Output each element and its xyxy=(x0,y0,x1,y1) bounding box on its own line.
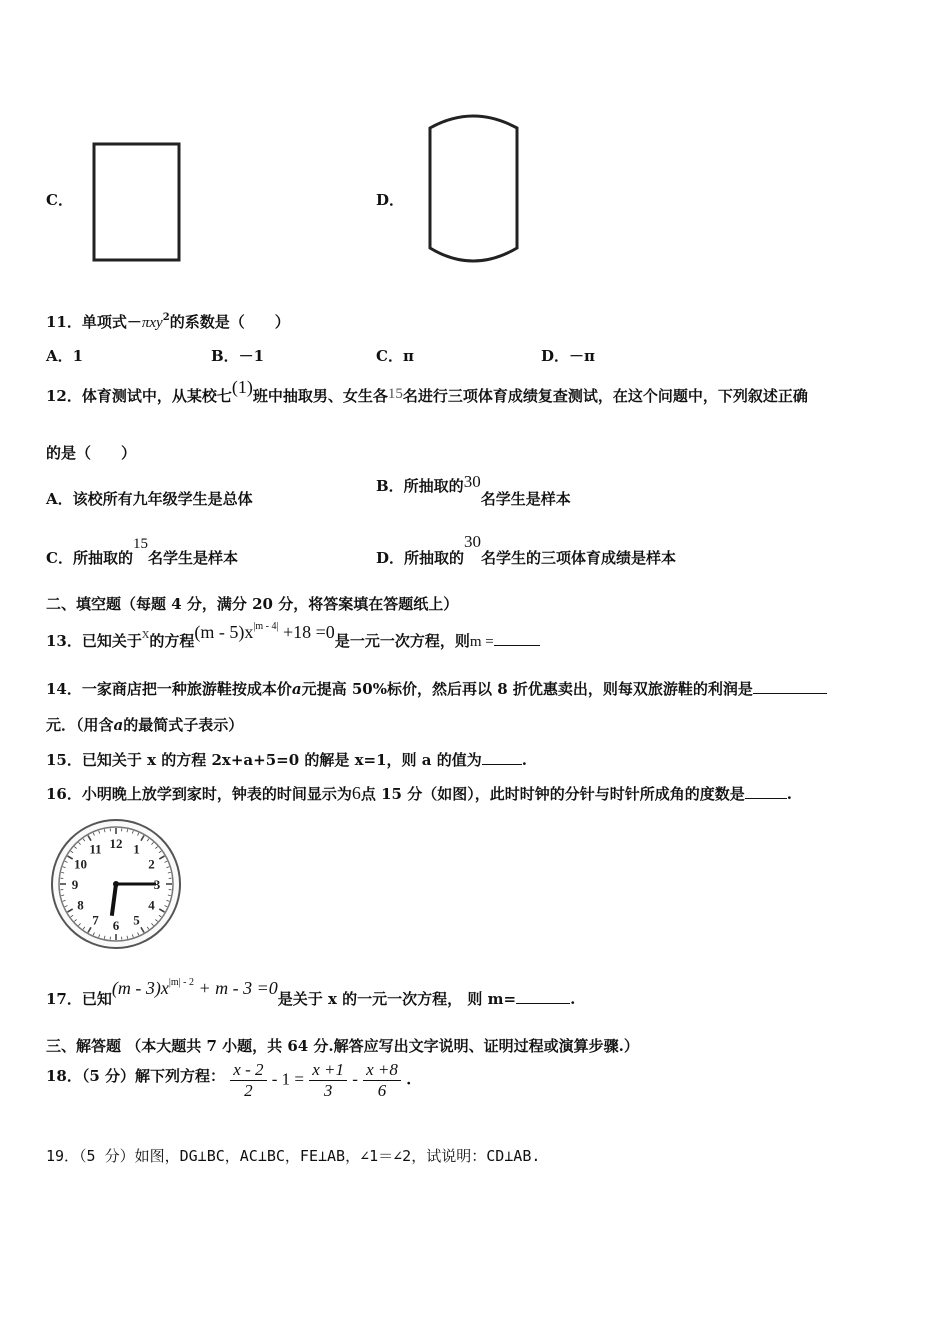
q11-option-d: D．－π xyxy=(541,347,595,365)
clock-center-pin xyxy=(113,881,119,887)
clock-figure xyxy=(46,815,186,953)
q18-fraction-3: $\frac{x +8}{6}$ xyxy=(363,1060,401,1101)
q19-stem: 19．（5 分）如图，DG⊥BC，AC⊥BC，FE⊥AB，∠1＝∠2，试说明：CD⊥AB. xyxy=(46,1147,541,1165)
q12-option-b: B．所抽取的30名学生是样本 xyxy=(376,472,571,508)
clock-number: 12 xyxy=(109,836,123,851)
rectangle-figure xyxy=(88,138,186,268)
q12-option-c: C．所抽取的15名学生是样本 xyxy=(46,536,238,567)
q14-stem-line1: 14．一家商店把一种旅游鞋按成本价a元提高 50%标价，然后再以 8 折优惠卖出，则每双旅游鞋的利润是 xyxy=(46,678,827,699)
q11-option-a: A．1 xyxy=(46,347,84,365)
q14-answer-blank[interactable] xyxy=(753,679,827,694)
q18-fraction-1: $\frac{x - 2}{2}$ xyxy=(230,1060,266,1101)
clock-number: 7 xyxy=(92,912,99,928)
q13-stem: 13．已知关于x的方程$(m - 5)x^{|m - 4|} +18 =0$是一元一次方程，则m = xyxy=(46,622,540,643)
q16-answer-blank[interactable] xyxy=(745,784,787,799)
q12-option-d: D．所抽取的30名学生的三项体育成绩是样本 xyxy=(376,532,677,567)
clock-number: 4 xyxy=(148,897,155,913)
clock-number: 6 xyxy=(112,918,120,933)
q12-stem-line1: 12．体育测试中，从某校七(1)班中抽取男、女生各15名进行三项体育成绩复查测试，在这个问题中，下列叙述正确 xyxy=(46,377,808,405)
q16-stem: 16．小明晚上放学到家时，钟表的时间显示为6点 15 分（如图），此时时钟的分针与时针所成角的度数是 . xyxy=(46,783,792,803)
clock-number: 5 xyxy=(133,912,140,928)
clock-number: 2 xyxy=(148,856,155,872)
q12-option-a: A．该校所有九年级学生是总体 xyxy=(46,490,253,508)
q17-answer-blank[interactable] xyxy=(516,989,570,1004)
q11-option-c: C．π xyxy=(376,347,414,365)
q15-answer-blank[interactable] xyxy=(482,750,522,765)
q18-stem: 18．（5 分）解下列方程： $\frac{x - 2}{2}$ - 1 = $\frac{x +1}{3}$ - $\frac{x +8}{6}$ . xyxy=(46,1060,412,1100)
clock-number: 8 xyxy=(77,897,84,913)
clock-number: 11 xyxy=(89,841,102,857)
clock-number: 9 xyxy=(71,877,79,892)
q14-stem-line2: 元．（用含a的最简式子表示） xyxy=(46,716,244,734)
section-3-heading: 三、解答题 （本大题共 7 小题，共 64 分.解答应写出文字说明、证明过程或演算步骤.） xyxy=(46,1037,639,1055)
clock-number: 1 xyxy=(133,841,140,857)
q13-answer-blank[interactable] xyxy=(494,631,540,646)
option-c-label: C． xyxy=(46,191,73,209)
option-d-label: D． xyxy=(376,191,405,209)
q17-stem: 17．已知$(m - 3)x^{|m| - 2} + m - 3 =0$是关于 x 的一元一次方程， 则 m= . xyxy=(46,977,576,1008)
clock-number: 3 xyxy=(153,877,161,892)
section-2-heading: 二、填空题（每题 4 分，满分 20 分，将答案填在答题纸上） xyxy=(46,595,459,613)
q11-stem: 11．单项式－πxy$^2$的系数是（ ） xyxy=(46,312,290,331)
barrel-figure xyxy=(420,108,530,270)
q15-stem: 15．已知关于 x 的方程 2x+a+5=0 的解是 x=1，则 a 的值为 . xyxy=(46,751,527,769)
q11-option-b: B．－1 xyxy=(211,347,265,365)
q12-stem-line2: 的是（ ） xyxy=(46,444,137,462)
clock-number: 10 xyxy=(73,856,87,872)
q18-fraction-2: $\frac{x +1}{3}$ xyxy=(309,1060,347,1101)
